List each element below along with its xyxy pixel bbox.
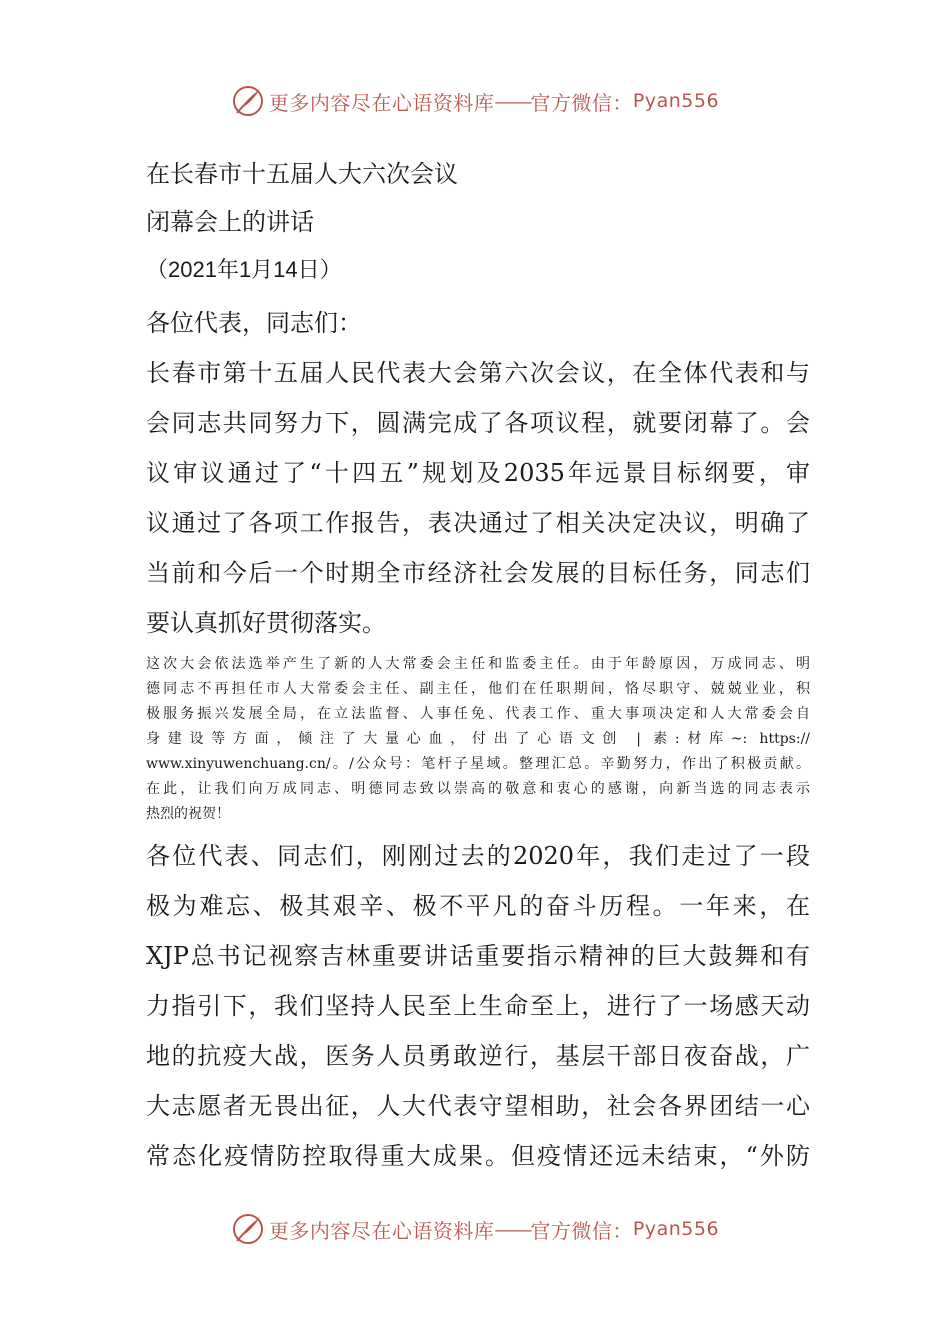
banner-dash: —— <box>494 1217 531 1241</box>
banner-contact-id: Pyan556 <box>632 1218 720 1240</box>
small-paragraph-line: 热烈的祝贺！ <box>146 806 230 822</box>
paragraph-line: 大志愿者无畏出征，人大代表守望相助，社会各界团结一心 <box>146 1092 810 1120</box>
banner-dash: —— <box>494 89 531 113</box>
header-banner <box>0 84 950 118</box>
banner-text: 更多内容尽在心语资料库 <box>268 90 495 115</box>
document-body <box>146 150 810 1181</box>
speech-title-line1: 在长春市十五届人大六次会议 <box>146 160 458 188</box>
paragraph-line: 常态化疫情防控取得重大成果。但疫情还远未结束，“外防 <box>146 1142 810 1170</box>
small-paragraph-line: 极服务振兴发展全局，在立法监督、人事任免、代表工作、重大事项决定和人大常委会自 <box>146 706 810 722</box>
paragraph-2-small <box>146 652 810 827</box>
paragraph-line: 当前和今后一个时期全市经济社会发展的目标任务，同志们 <box>146 559 810 587</box>
small-paragraph-line: 在此，让我们向万成同志、明德同志致以崇高的敬意和衷心的感谢，向新当选的同志表示 <box>146 781 810 797</box>
quill-logo-icon <box>231 1212 265 1246</box>
paragraph-line: XJP总书记视察吉林重要讲话重要指示精神的巨大鼓舞和有 <box>146 942 810 970</box>
paragraph-line: 极为难忘、极其艰辛、极不平凡的奋斗历程。一年来，在 <box>146 892 810 920</box>
banner-contact-label: 官方微信： <box>530 1218 633 1243</box>
paragraph-line: 各位代表、同志们，刚刚过去的2020年，我们走过了一段 <box>146 842 810 870</box>
greeting: 各位代表，同志们： <box>146 309 362 337</box>
speech-title-line2: 闭幕会上的讲话 <box>146 208 314 236</box>
banner-contact-id: Pyan556 <box>632 90 720 112</box>
small-paragraph-line: 身建设等方面，倾注了大量心血，付出了心语文创 | 素:材库~: https:// <box>146 731 810 747</box>
footer-banner <box>0 1212 950 1246</box>
small-paragraph-line: www.xinyuwenchuang.cn/。/公众号：笔杆子星域。整理汇总。辛勤努力，作出了积极贡献。 <box>146 756 810 772</box>
paragraph-line: 议通过了各项工作报告，表决通过了相关决定决议，明确了 <box>146 509 810 537</box>
paragraph-line: 地的抗疫大战，医务人员勇敢逆行，基层干部日夜奋战，广 <box>146 1042 810 1070</box>
speech-date: （2021年1月14日） <box>146 257 342 282</box>
paragraph-line: 长春市第十五届人民代表大会第六次会议，在全体代表和与 <box>146 359 810 387</box>
quill-logo-icon <box>231 84 265 118</box>
paragraph-line: 力指引下，我们坚持人民至上生命至上，进行了一场感天动 <box>146 992 810 1020</box>
small-paragraph-line: 德同志不再担任市人大常委会主任、副主任，他们在任职期间，恪尽职守、兢兢业业，积 <box>146 681 810 697</box>
paragraph-3 <box>146 831 810 1181</box>
banner-text: 更多内容尽在心语资料库 <box>268 1218 495 1243</box>
paragraph-line: 要认真抓好贯彻落实。 <box>146 609 386 637</box>
paragraph-1 <box>146 348 810 648</box>
banner-contact-label: 官方微信： <box>530 90 633 115</box>
paragraph-line: 会同志共同努力下，圆满完成了各项议程，就要闭幕了。会 <box>146 409 810 437</box>
paragraph-line: 议审议通过了“十四五”规划及2035年远景目标纲要，审 <box>146 459 810 487</box>
small-paragraph-line: 这次大会依法选举产生了新的人大常委会主任和监委主任。由于年龄原因，万成同志、明 <box>146 656 810 672</box>
